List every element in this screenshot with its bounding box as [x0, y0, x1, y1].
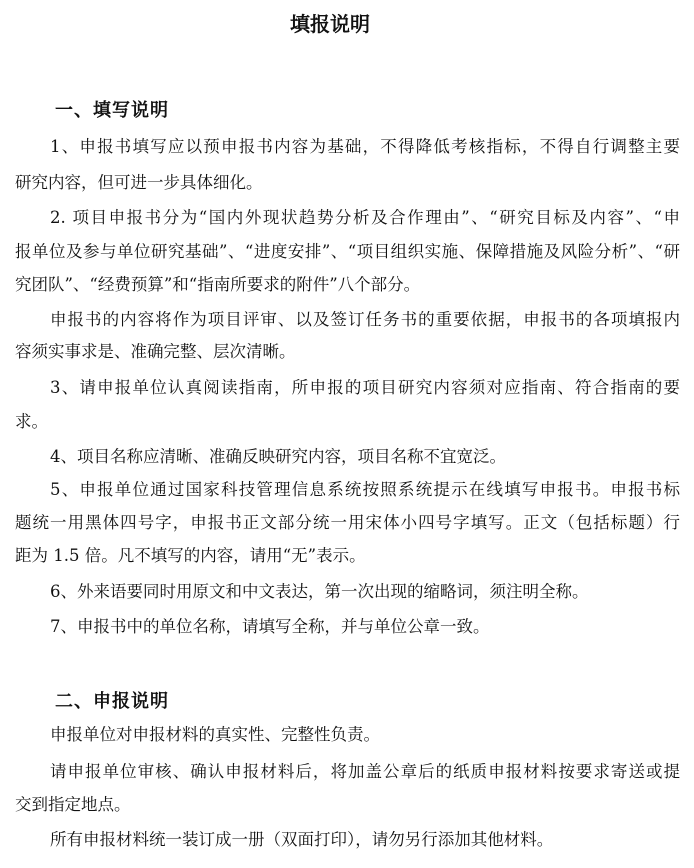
paragraph-line: 5、申报单位通过国家科技管理信息系统按照系统提示在线填写申报书。申报书标: [50, 480, 680, 499]
paragraph-line: 2. 项目申报书分为“国内外现状趋势分析及合作理由”、“研究目标及内容”、“申: [50, 208, 680, 227]
paragraph-line: 6、外来语要同时用原文和中文表达，第一次出现的缩略词，须注明全称。: [50, 582, 589, 601]
paragraph-line: 所有申报材料统一装订成一册（双面打印），请勿另行添加其他材料。: [50, 830, 554, 849]
paragraph-line: 距为 1.5 倍。凡不填写的内容，请用“无”表示。: [15, 546, 366, 565]
paragraph-line: 申报单位对申报材料的真实性、完整性负责。: [50, 725, 380, 744]
paragraph-line: 4、项目名称应清晰、准确反映研究内容，项目名称不宜宽泛。: [50, 447, 506, 466]
paragraph-line: 申报书的内容将作为项目评审、以及签订任务书的重要依据，申报书的各项填报内: [50, 310, 680, 329]
paragraph-line: 交到指定地点。: [15, 795, 131, 814]
paragraph-line: 究团队”、“经费预算”和“指南所要求的附件”八个部分。: [15, 275, 421, 294]
section-heading-submission-instructions: 二、申报说明: [55, 691, 169, 712]
paragraph-line: 3、请申报单位认真阅读指南，所申报的项目研究内容须对应指南、符合指南的要: [50, 378, 680, 397]
paragraph-line: 请申报单位审核、确认申报材料后，将加盖公章后的纸质申报材料按要求寄送或提: [50, 762, 680, 781]
paragraph-line: 容须实事求是、准确完整、层次清晰。: [15, 342, 296, 361]
paragraph-line: 报单位及参与单位研究基础”、“进度安排”、“项目组织实施、保障措施及风险分析”、“研: [15, 242, 680, 261]
paragraph-line: 题统一用黑体四号字，申报书正文部分统一用宋体小四号字填写。正文（包括标题）行: [15, 513, 680, 532]
paragraph-line: 求。: [15, 412, 48, 431]
document-title: 填报说明: [290, 12, 370, 36]
paragraph-line: 1、申报书填写应以预申报书内容为基础，不得降低考核指标，不得自行调整主要: [50, 137, 680, 156]
paragraph-line: 7、申报书中的单位名称，请填写全称，并与单位公章一致。: [50, 617, 490, 636]
paragraph-line: 研究内容，但可进一步具体细化。: [15, 173, 263, 192]
section-heading-fill-instructions: 一、填写说明: [55, 100, 169, 121]
